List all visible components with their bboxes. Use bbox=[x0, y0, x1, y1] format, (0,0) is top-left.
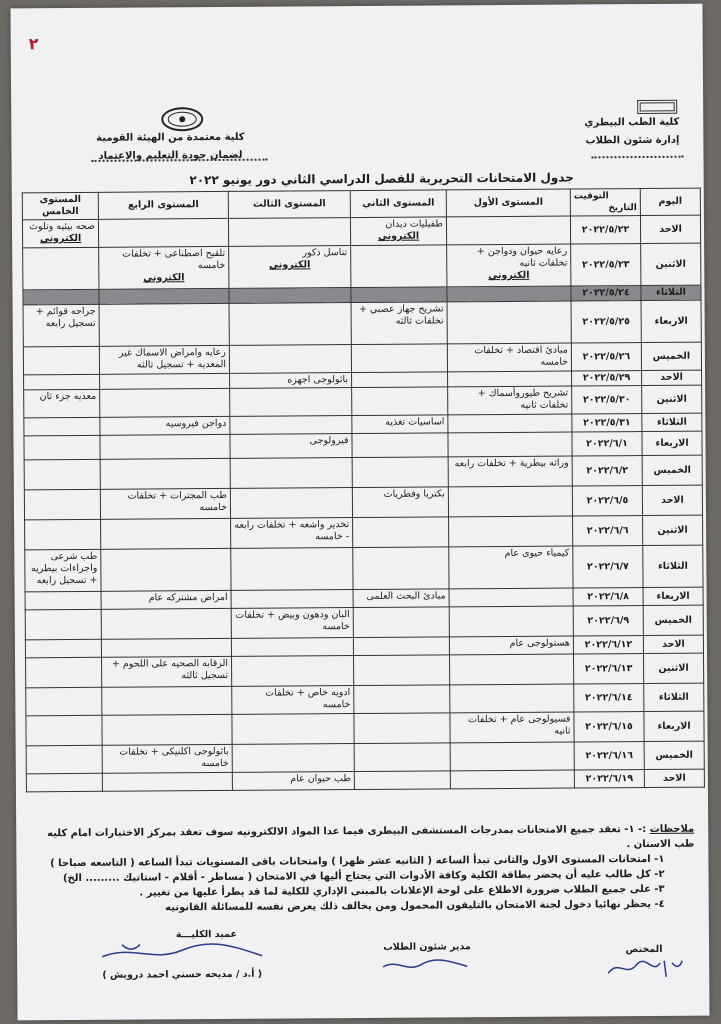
level-4-cell bbox=[101, 638, 231, 657]
level-4-cell bbox=[102, 686, 232, 715]
accreditation-logo-icon bbox=[161, 107, 203, 131]
notes-label: ملاحظات bbox=[649, 823, 695, 835]
level-2-cell-text: اساسيات تغذيه bbox=[385, 416, 445, 428]
level-5-cell-text: طب شرعى واجراءات بيطريه + تسجيل رابعه bbox=[31, 550, 98, 587]
level-3-cell-text: فيرولوجى bbox=[309, 435, 349, 447]
level-4-cell bbox=[99, 345, 229, 374]
affairs-signature bbox=[367, 941, 487, 978]
level-4-cell bbox=[101, 518, 231, 549]
day-cell-text: الخميس bbox=[653, 464, 691, 476]
level-1-cell bbox=[447, 244, 571, 287]
day-cell bbox=[644, 683, 704, 711]
date-cell-text: ٢٠٢٢/٥/٢٤ bbox=[582, 287, 630, 299]
note-line-1: ١- امتحانات المستوى الاول والثانى تبدأ الساعه ( الثانيه عشر ظهرا ) وامتحانات باقى المستويات تبدأ الساعه ( التاسعه صباحا ) bbox=[50, 853, 665, 870]
date-cell bbox=[574, 770, 644, 788]
level-3-cell bbox=[231, 548, 353, 591]
level-3-cell bbox=[229, 288, 351, 304]
day-cell bbox=[640, 215, 700, 243]
day-cell-text: الاحد bbox=[661, 494, 684, 506]
table-row bbox=[26, 711, 704, 746]
level-1-cell bbox=[449, 546, 573, 589]
date-cell-text: ٢٠٢٢/٥/٢٢ bbox=[581, 223, 630, 235]
level-1-cell bbox=[448, 486, 572, 517]
date-cell bbox=[572, 432, 642, 456]
day-cell bbox=[642, 370, 702, 385]
date-cell bbox=[571, 301, 641, 343]
level-5-cell bbox=[24, 489, 100, 520]
level-1-cell bbox=[449, 516, 573, 547]
day-cell bbox=[644, 711, 704, 741]
day-cell bbox=[642, 455, 702, 485]
examiner-title: المختص bbox=[625, 943, 663, 956]
level-1-cell bbox=[448, 456, 572, 487]
date-cell-text: ٢٠٢٢/٦/١٦ bbox=[585, 749, 634, 761]
day-cell-text: الثلاثاء bbox=[655, 286, 686, 298]
day-cell-text: الاربعاء bbox=[654, 315, 688, 327]
level-1-cell bbox=[447, 343, 571, 372]
divider-right bbox=[592, 156, 684, 159]
date-cell-text: ٢٠٢٢/٦/١٩ bbox=[585, 772, 634, 784]
date-cell bbox=[572, 414, 642, 432]
level-1-cell bbox=[446, 216, 570, 245]
header-level-2: المستوى الثاني bbox=[350, 190, 446, 218]
level-3-cell bbox=[231, 638, 353, 657]
date-cell bbox=[573, 606, 643, 636]
level-5-cell bbox=[26, 745, 102, 774]
online-exam-label: الكتروني bbox=[488, 269, 530, 282]
table-row bbox=[23, 300, 701, 347]
day-cell-text: الاثنين bbox=[658, 662, 689, 674]
level-3-cell-text: البان ودهون وبيض + تخلفات خامسه bbox=[235, 609, 350, 633]
level-3-cell bbox=[232, 772, 354, 791]
level-2-cell bbox=[352, 487, 448, 518]
date-cell-text: ٢٠٢٢/٥/٢٩ bbox=[582, 372, 631, 384]
table-row bbox=[26, 769, 704, 792]
level-5-cell bbox=[24, 417, 100, 436]
level-5-cell bbox=[26, 657, 102, 688]
date-cell-text: ٢٠٢٢/٥/٢٥ bbox=[582, 315, 630, 327]
level-5-cell bbox=[25, 639, 101, 658]
department-name: إدارة شئون الطلاب bbox=[585, 134, 680, 147]
day-cell-text: الاثنين bbox=[657, 524, 688, 536]
day-cell-text: الاحد bbox=[660, 371, 683, 383]
date-cell bbox=[572, 371, 642, 386]
level-2-cell-text: تشريح جهاز عصبي + تخلفات ثالثه bbox=[358, 303, 444, 327]
level-5-cell bbox=[24, 374, 100, 390]
page-title: جدول الامتحانات التحريرية للفصل الدراسي الثاني دور يونيو ٢٠٢٢ bbox=[189, 170, 574, 188]
dean-name: ( أ.د / مديحه حسني احمد درويش ) bbox=[102, 968, 263, 981]
level-5-cell bbox=[23, 304, 99, 347]
date-cell bbox=[572, 386, 642, 414]
level-4-cell bbox=[100, 488, 230, 519]
date-cell-text: ٢٠٢٢/٥/٣٠ bbox=[582, 393, 631, 405]
level-1-cell-text: فسيولوجى عام + تخلفات ثانيه bbox=[467, 713, 571, 737]
level-2-cell bbox=[353, 607, 449, 638]
date-cell bbox=[574, 712, 644, 742]
header-level-5: المستوى الخامس bbox=[22, 192, 98, 220]
level-5-cell bbox=[23, 247, 99, 290]
level-3-cell bbox=[228, 218, 350, 247]
online-exam-label: الكتروني bbox=[269, 259, 311, 271]
day-cell-text: الثلاثاء bbox=[657, 560, 688, 572]
level-4-cell bbox=[102, 714, 232, 745]
level-5-cell bbox=[24, 459, 100, 490]
table-row bbox=[25, 605, 703, 640]
online-exam-label: الكتروني bbox=[377, 230, 420, 242]
day-cell bbox=[644, 769, 704, 787]
table-body bbox=[22, 215, 704, 792]
day-cell bbox=[642, 485, 702, 515]
level-4-cell-text: تلقيح اصطناعى + تخلفات خامسه bbox=[122, 247, 226, 272]
level-5-cell bbox=[23, 346, 99, 375]
date-cell-text: ٢٠٢٢/٦/٥ bbox=[586, 494, 629, 506]
day-cell-text: الاربعاء bbox=[657, 720, 691, 732]
day-cell bbox=[641, 285, 701, 300]
level-4-cell bbox=[102, 656, 232, 687]
level-1-cell bbox=[449, 654, 573, 685]
level-2-cell bbox=[353, 589, 449, 608]
level-4-cell bbox=[100, 373, 230, 389]
level-2-cell bbox=[353, 517, 449, 548]
day-cell bbox=[642, 431, 702, 455]
header-level-3: المستوى الثالث bbox=[228, 191, 350, 219]
day-cell bbox=[641, 300, 701, 342]
day-cell bbox=[643, 635, 703, 653]
date-cell bbox=[573, 588, 643, 606]
level-4-cell-text: طب المجترات + تخلفات خامسه bbox=[127, 489, 228, 514]
level-3-cell bbox=[229, 345, 351, 374]
level-2-cell bbox=[350, 217, 446, 246]
level-1-cell bbox=[447, 301, 571, 344]
signature-row bbox=[17, 924, 710, 1009]
level-3-cell-text: تناسل ذكور bbox=[302, 247, 348, 259]
level-1-cell bbox=[448, 386, 572, 415]
faculty-name: كلية الطب البيطري bbox=[584, 116, 680, 129]
day-cell bbox=[643, 653, 703, 683]
dean-title: عميد الكليـــة bbox=[175, 928, 237, 941]
note-line-4: ٤- يحظر نهائيا دخول لجنة الامتحان بالتليفون المحمول ومن يخالف ذلك يعرض نفسه للمسائلة القانونيه bbox=[165, 898, 665, 914]
level-4-cell-text: دواجن فيروسيه bbox=[165, 417, 227, 430]
level-4-cell bbox=[100, 388, 230, 417]
date-cell bbox=[572, 486, 642, 516]
table-row bbox=[25, 515, 703, 550]
date-cell-text: ٢٠٢٢/٦/٩ bbox=[587, 614, 630, 626]
level-1-cell bbox=[450, 742, 574, 771]
day-cell bbox=[642, 413, 702, 431]
table-header-row bbox=[22, 188, 700, 220]
level-3-cell-text: باثولوجى اجهزه bbox=[287, 374, 349, 386]
level-4-cell bbox=[100, 416, 230, 435]
date-cell-text: ٢٠٢٢/٥/٢٦ bbox=[582, 350, 631, 362]
header-day: اليوم bbox=[640, 188, 700, 215]
level-3-cell bbox=[230, 488, 352, 519]
table-row bbox=[23, 243, 701, 290]
level-5-cell bbox=[23, 289, 99, 305]
online-exam-label: الكتروني bbox=[143, 272, 185, 284]
level-1-cell-text: مبادئ اقتصاد + تخلفات خامسه bbox=[474, 344, 568, 368]
level-5-cell bbox=[25, 519, 101, 550]
level-1-cell bbox=[450, 770, 574, 789]
level-2-cell bbox=[354, 685, 450, 714]
table-row bbox=[24, 455, 702, 490]
header-level-1: المستوى الأول bbox=[446, 189, 570, 217]
level-5-cell-text: معديه جزء ثان bbox=[39, 390, 97, 403]
date-cell-text: ٢٠٢٢/٦/٧ bbox=[586, 560, 629, 572]
level-3-cell bbox=[230, 373, 352, 389]
page-number: ٢ bbox=[28, 34, 39, 54]
level-4-cell bbox=[99, 246, 229, 289]
level-3-cell bbox=[231, 590, 353, 609]
level-5-cell bbox=[25, 549, 101, 592]
level-4-cell bbox=[99, 288, 229, 304]
day-cell bbox=[641, 243, 701, 285]
level-5-cell bbox=[25, 609, 101, 640]
level-1-cell-text: وراثه بيطرية + تخلفات رابعه bbox=[454, 457, 569, 470]
day-cell-text: الثلاثاء bbox=[656, 416, 687, 428]
level-4-cell bbox=[101, 548, 231, 591]
level-5-cell bbox=[24, 435, 100, 460]
level-2-cell bbox=[351, 245, 447, 288]
level-4-cell-text: رعايه وامراض الاسماك غير المعديه + تسجيل ثالثه bbox=[118, 346, 227, 371]
level-3-cell-text: طب حيوان عام bbox=[290, 773, 351, 785]
date-cell bbox=[572, 456, 642, 486]
date-cell-text: ٢٠٢٢/٦/١٢ bbox=[584, 638, 633, 650]
level-1-cell-text: هستولوجى عام bbox=[509, 637, 570, 649]
level-1-cell bbox=[447, 286, 571, 302]
level-3-cell bbox=[232, 744, 354, 773]
level-3-cell bbox=[232, 714, 354, 745]
day-cell bbox=[643, 587, 703, 605]
level-5-cell bbox=[25, 591, 101, 610]
level-2-cell-text: طفيليات ديدان bbox=[385, 218, 444, 230]
exam-schedule-table bbox=[22, 188, 705, 793]
level-2-cell-text: بكتريا وفطريات bbox=[383, 488, 445, 500]
level-2-cell bbox=[352, 457, 448, 488]
level-3-cell bbox=[231, 608, 353, 639]
day-cell-text: الاحد bbox=[662, 638, 685, 650]
level-4-cell-text: باثولوجى اكلنيكى + تخلفات خامسه bbox=[119, 745, 229, 770]
date-cell-text: ٢٠٢٢/٦/١ bbox=[586, 437, 628, 449]
day-cell-text: الاحد bbox=[659, 223, 682, 235]
note-line-3: ٣- على جميع الطلاب ضرورة الاطلاع على لوحة الإعلانات بالمبنى الإداري للكلية لما قد يطرأ عليها من تغيير . bbox=[139, 883, 665, 899]
level-2-cell bbox=[354, 743, 450, 772]
header-time-date bbox=[570, 189, 640, 216]
level-3-cell bbox=[230, 416, 352, 435]
level-2-cell bbox=[352, 372, 448, 388]
online-exam-label: الكتروني bbox=[39, 232, 82, 245]
level-5-cell-text: صحه بيئيه وتلوث bbox=[29, 220, 96, 233]
level-5-cell bbox=[26, 687, 102, 716]
date-cell bbox=[570, 216, 640, 244]
level-4-cell-text: امراض مشتركه عام bbox=[148, 591, 228, 604]
level-2-cell bbox=[354, 771, 450, 790]
level-1-cell bbox=[450, 712, 574, 743]
date-cell-text: ٢٠٢٢/٦/١٣ bbox=[584, 662, 633, 674]
day-cell-text: الاربعاء bbox=[656, 590, 690, 602]
note-line-2: ٢- كل طالب عليه أن يحضر بطاقة الكلية وكافة الأدوات التي يحتاج أليها في الامتحان ( مساطر - أقلام - استاتيك ......... الخ) bbox=[62, 868, 665, 885]
day-cell bbox=[643, 515, 703, 545]
level-1-cell bbox=[448, 432, 572, 457]
level-1-cell-text: تشريح طيوروأسماك + تخلفات ثانيه bbox=[477, 387, 569, 411]
level-4-cell bbox=[101, 590, 231, 609]
level-2-cell-text: مبادئ البحث العلمى bbox=[366, 590, 446, 602]
level-3-cell bbox=[229, 303, 351, 346]
level-3-cell-text: ادويه خاص + تخلفات خامسه bbox=[265, 687, 351, 711]
level-3-cell bbox=[229, 246, 351, 289]
note-text-0: :- ١- تعقد جميع الامتحانات بمدرجات المستشفى البيطرى فيما عدا المواد الالكترونيه سوف تعقد بمركز الاختبارات امام كليه طب الاسنان . bbox=[47, 824, 695, 851]
level-1-cell bbox=[450, 684, 574, 713]
level-2-cell bbox=[353, 547, 449, 590]
date-cell bbox=[571, 286, 641, 301]
level-4-cell bbox=[102, 744, 232, 773]
level-2-cell bbox=[353, 637, 449, 656]
level-3-cell bbox=[230, 458, 352, 489]
faculty-header bbox=[584, 100, 679, 151]
date-cell-text: ٢٠٢٢/٦/١٥ bbox=[585, 720, 633, 732]
date-cell-text: ٢٠٢٢/٦/٦ bbox=[586, 524, 629, 536]
table-row bbox=[26, 653, 704, 688]
header-date: التاريخ bbox=[608, 203, 637, 214]
level-5-cell bbox=[26, 715, 102, 746]
level-4-cell bbox=[100, 458, 230, 489]
dean-signature-scribble bbox=[82, 940, 282, 967]
day-cell-text: الخميس bbox=[654, 614, 692, 626]
level-1-cell-text: رعايه حيوان ودواجن + تخلفات ثانيه bbox=[476, 245, 568, 269]
level-3-cell bbox=[231, 518, 353, 549]
dean-signature bbox=[67, 928, 297, 981]
level-4-cell bbox=[101, 608, 231, 639]
day-cell bbox=[643, 545, 703, 587]
date-cell-text: ٢٠٢٢/٦/٨ bbox=[587, 590, 629, 602]
table-row bbox=[24, 485, 702, 520]
day-cell bbox=[642, 385, 702, 413]
examiner-signature bbox=[599, 944, 689, 985]
level-2-cell bbox=[354, 655, 450, 686]
date-cell-text: ٢٠٢٢/٥/٢٣ bbox=[581, 258, 630, 270]
level-3-cell-text: تخدير واشعه + تخلفات رابعه - خامسه bbox=[234, 519, 350, 543]
affairs-signature-scribble bbox=[377, 952, 477, 975]
date-cell bbox=[571, 244, 641, 286]
date-cell-text: ٢٠٢٢/٦/٢ bbox=[586, 464, 629, 476]
date-cell bbox=[573, 636, 643, 654]
affairs-title: مدير شئون الطلاب bbox=[383, 941, 471, 953]
notes-section bbox=[28, 822, 695, 917]
document-page bbox=[10, 4, 709, 1021]
table-row bbox=[25, 545, 703, 592]
level-4-cell bbox=[102, 772, 232, 791]
date-cell bbox=[574, 742, 644, 770]
day-cell bbox=[643, 605, 703, 635]
header-time: التوقيت bbox=[573, 191, 609, 202]
level-1-cell bbox=[448, 414, 572, 433]
day-cell-text: الاثنين bbox=[655, 258, 686, 270]
level-4-cell-text: الرقابه الصحيه على اللحوم + تسجيل ثالثه bbox=[111, 657, 229, 682]
level-1-cell bbox=[449, 606, 573, 637]
level-2-cell bbox=[352, 415, 448, 434]
examiner-signature-scribble bbox=[604, 955, 684, 982]
level-1-cell-text: كيمياء حيوى عام bbox=[504, 547, 570, 559]
day-cell-text: الثلاثاء bbox=[658, 691, 689, 703]
level-1-cell bbox=[448, 371, 572, 387]
level-5-cell-text: جراحه قوائم + تسجيل رابعه bbox=[35, 305, 96, 330]
accreditation-line-1: كلية معتمدة من الهيئة القومية bbox=[96, 131, 245, 144]
level-4-cell bbox=[98, 218, 228, 247]
day-cell-text: الاحد bbox=[662, 772, 686, 784]
date-cell bbox=[573, 654, 643, 684]
day-cell bbox=[644, 741, 704, 769]
level-2-cell bbox=[354, 713, 450, 744]
date-cell-text: ٢٠٢٢/٦/١٤ bbox=[584, 691, 633, 703]
level-2-cell bbox=[351, 287, 447, 303]
note-line-0 bbox=[28, 822, 694, 857]
day-cell-text: الاثنين bbox=[656, 393, 687, 405]
level-1-cell bbox=[449, 636, 573, 655]
date-cell bbox=[573, 546, 643, 588]
accreditation-line-2: لضمان جودة التعليم والاعتماد bbox=[98, 149, 243, 162]
level-3-cell bbox=[230, 434, 352, 459]
level-3-cell bbox=[230, 388, 352, 417]
level-2-cell bbox=[352, 433, 448, 458]
day-cell-text: الاربعاء bbox=[655, 437, 689, 449]
level-5-cell bbox=[22, 219, 98, 248]
date-cell bbox=[573, 516, 643, 546]
level-3-cell bbox=[232, 686, 354, 715]
level-5-cell bbox=[24, 389, 100, 418]
level-5-cell bbox=[26, 773, 102, 792]
level-3-cell bbox=[232, 656, 354, 687]
date-cell bbox=[571, 343, 641, 371]
level-4-cell bbox=[100, 434, 230, 459]
level-2-cell bbox=[351, 344, 447, 373]
level-1-cell bbox=[449, 588, 573, 607]
day-cell bbox=[641, 342, 701, 370]
date-cell-text: ٢٠٢٢/٥/٣١ bbox=[583, 416, 631, 428]
day-cell-text: الخميس bbox=[655, 749, 693, 761]
day-cell-text: الخميس bbox=[652, 350, 691, 362]
level-2-cell bbox=[351, 302, 447, 345]
level-4-cell bbox=[99, 303, 229, 346]
header-level-4: المستوى الرابع bbox=[98, 191, 228, 219]
level-2-cell bbox=[352, 387, 448, 416]
date-cell bbox=[574, 684, 644, 712]
